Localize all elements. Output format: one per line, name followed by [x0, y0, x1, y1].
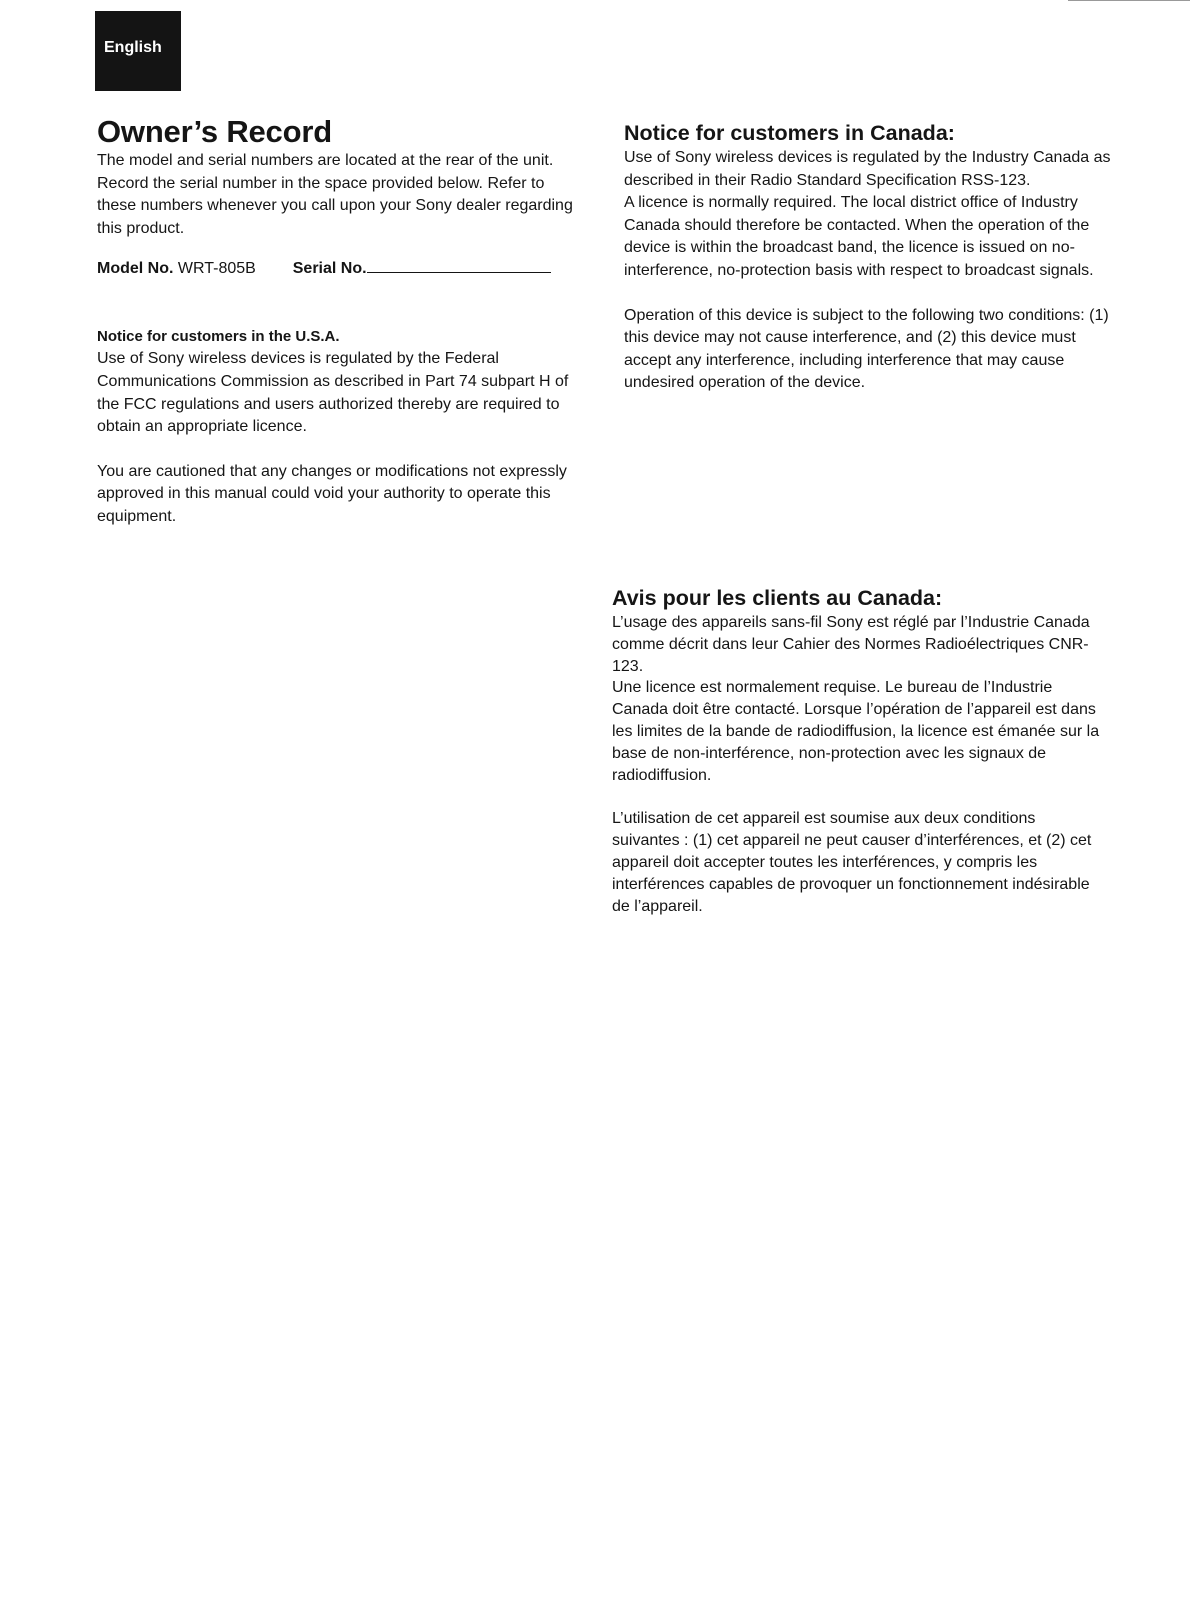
canada-notice-paragraph-2: A licence is normally required. The local district office of Industry Canada should therefore be contacted. When the operation of the device is within the broadcast band, the licence is issued on no-interference, no-protection basis with respect to broadcast signals.: [624, 194, 1094, 279]
usa-notice-paragraph-2: You are cautioned that any changes or modifications not expressly approved in this manual could void your authority to operate this equipment.: [97, 462, 567, 525]
canada-notice-paragraph-3: Operation of this device is subject to the following two conditions: (1) this device may not cause interference, and (2) this device must accept any interference, including interference that may cause undesired operation of the device.: [624, 306, 1109, 392]
canada-notice-title: Notice for customers in Canada:: [624, 121, 955, 145]
avis-canada-paragraph-2: Une licence est normalement requise. Le bureau de l’Industrie Canada doit être contacté. Lorsque l’opération de l’appareil est dans les limites de la bande de radiodiffusion, la licence est émanée sur la base de non-interférence, non-protection avec les signaux de radiodiffusion.: [612, 679, 1100, 784]
avis-canada-section: [612, 584, 1102, 917]
top-edge-rule: [1068, 0, 1190, 1]
model-value: WRT-805B: [177, 260, 256, 278]
serial-label: Serial No.: [292, 260, 367, 278]
avis-canada-paragraph-3: L’utilisation de cet appareil est soumise aux deux conditions suivantes : (1) cet appareil ne peut causer d’interférences, et (2) cet appareil doit accepter toutes les interférences, y compris les interférences capables de provoquer un fonctionnement indésirable de l’appareil.: [612, 810, 1092, 915]
avis-canada-paragraph-1: L’usage des appareils sans-fil Sony est réglé par l’Industrie Canada comme décrit dans leur Cahier des Normes Radioélectriques CNR-123.: [612, 614, 1090, 675]
model-serial-line: [97, 256, 577, 280]
left-column: [97, 114, 577, 529]
owners-record-section: [97, 114, 577, 280]
model-label: Model No.: [97, 260, 174, 278]
owners-record-intro: The model and serial numbers are located at the rear of the unit. Record the serial number in the space provided below. Refer to these numbers whenever you call upon your Sony dealer regarding this product.: [97, 152, 573, 237]
serial-number-blank: [367, 256, 551, 273]
language-tab: [95, 11, 181, 91]
canada-notice-section: [624, 119, 1124, 395]
language-tab-label: English: [104, 39, 162, 56]
usa-notice-title: Notice for customers in the U.S.A.: [97, 328, 340, 346]
usa-notice-paragraph-1: Use of Sony wireless devices is regulated by the Federal Communications Commission as described in Part 74 subpart H of the FCC regulations and users authorized thereby are required to obtain an appropriate licence.: [97, 350, 569, 436]
avis-canada-title: Avis pour les clients au Canada:: [612, 586, 943, 610]
usa-notice-section: [97, 326, 577, 528]
canada-notice-paragraph-1: Use of Sony wireless devices is regulated by the Industry Canada as described in their Radio Standard Specification RSS-123.: [624, 149, 1111, 189]
owners-record-title: Owner’s Record: [97, 114, 332, 149]
